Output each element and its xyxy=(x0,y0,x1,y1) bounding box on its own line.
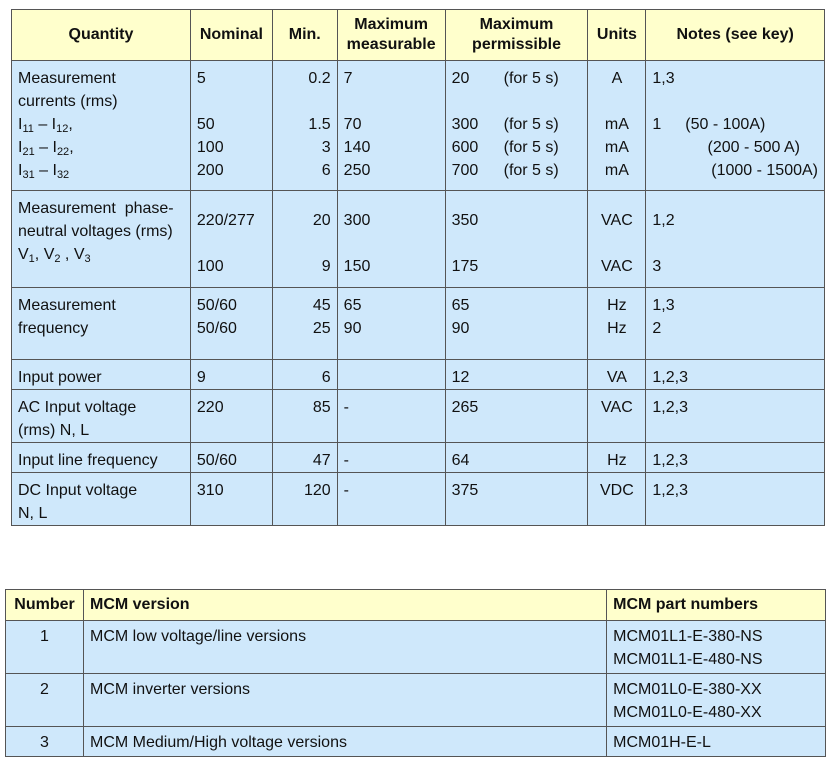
value: Hz xyxy=(607,297,627,314)
value: 700 (for 5 s) xyxy=(451,162,559,179)
cell-min xyxy=(272,288,337,360)
cell-min: 120 xyxy=(272,473,337,526)
cell-min xyxy=(272,191,337,288)
part-numbers xyxy=(607,727,826,757)
header-mcm-version: MCM version xyxy=(83,590,606,621)
value: 1,3 xyxy=(652,70,675,87)
cell-quantity xyxy=(12,288,191,360)
quantity-label: AC Input voltage xyxy=(18,399,137,416)
value: 220/277 xyxy=(196,212,255,229)
header-max-permissible-line1: Maximum xyxy=(479,16,554,33)
value: 175 xyxy=(451,258,479,275)
specification-table xyxy=(11,9,825,526)
table-row-ac-input xyxy=(12,390,825,443)
header-min: Min. xyxy=(272,10,337,61)
cell-nominal: 50/60 xyxy=(190,443,272,473)
quantity-label: N, L xyxy=(18,505,48,522)
value: 7 xyxy=(343,70,353,87)
cell-nominal: 220 xyxy=(190,390,272,443)
cell-max-measurable xyxy=(337,61,445,191)
header-max-measurable-line1: Maximum xyxy=(354,16,429,33)
cell-max-measurable xyxy=(337,191,445,288)
header-quantity: Quantity xyxy=(12,10,191,61)
value: 300 xyxy=(343,212,371,229)
quantity-label: Measurement xyxy=(18,297,116,314)
cell-max-permissible: 265 xyxy=(445,390,588,443)
quantity-label-v123: $V_1$, $V_2$ , $V_3$ xyxy=(18,246,91,265)
value: 3 xyxy=(652,258,662,275)
value: 1,2 xyxy=(652,212,675,229)
value: 150 xyxy=(343,258,371,275)
header-max-permissible-line2: permissible xyxy=(472,36,561,53)
table-row-voltages xyxy=(12,191,825,288)
version-table xyxy=(5,589,826,757)
cell-quantity: Input power xyxy=(12,360,191,390)
value: 45 xyxy=(312,297,331,314)
table-row-input-power xyxy=(12,360,825,390)
value: 100 xyxy=(196,139,224,156)
cell-notes: 1,2,3 xyxy=(646,443,825,473)
cell-nominal: 9 xyxy=(190,360,272,390)
table-row xyxy=(6,727,826,757)
header-max-measurable xyxy=(337,10,445,61)
cell-min: 47 xyxy=(272,443,337,473)
part-number: MCM01L0-E-480-XX xyxy=(613,704,762,721)
cell-units xyxy=(588,61,646,191)
cell-notes: 1,2,3 xyxy=(646,473,825,526)
current-label-i31: $I_{31} - I_{32}$ xyxy=(18,162,70,181)
cell-units: VA xyxy=(588,360,646,390)
part-numbers xyxy=(607,674,826,727)
header-nominal: Nominal xyxy=(190,10,272,61)
value: 50 xyxy=(196,116,215,133)
cell-max-measurable xyxy=(337,360,445,390)
cell-units: VAC xyxy=(588,390,646,443)
cell-max-permissible: 375 xyxy=(445,473,588,526)
cell-max-measurable: - xyxy=(337,390,445,443)
value: Hz xyxy=(607,320,627,337)
value: mA xyxy=(604,116,629,133)
current-label-i21: $I_{21} - I_{22}$, xyxy=(18,139,74,158)
cell-max-permissible: 64 xyxy=(445,443,588,473)
cell-notes xyxy=(646,191,825,288)
quantity-label: frequency xyxy=(18,320,89,337)
cell-units: Hz xyxy=(588,443,646,473)
cell-nominal xyxy=(190,191,272,288)
value: 5 xyxy=(196,70,206,87)
value: 65 xyxy=(451,297,470,314)
value: 6 xyxy=(321,162,331,179)
header-notes: Notes (see key) xyxy=(646,10,825,61)
part-number: MCM01L0-E-380-XX xyxy=(613,681,762,698)
quantity-label: Measurement phase- xyxy=(18,200,174,217)
quantity-label: (rms) N, L xyxy=(18,422,90,439)
cell-min: 85 xyxy=(272,390,337,443)
value: VAC xyxy=(601,212,633,229)
table-row-dc-input xyxy=(12,473,825,526)
value: 25 xyxy=(312,320,331,337)
value: 200 xyxy=(196,162,224,179)
quantity-label: DC Input voltage xyxy=(18,482,138,499)
cell-units xyxy=(588,288,646,360)
part-number: MCM01H-E-L xyxy=(613,734,711,751)
value: 100 xyxy=(196,258,224,275)
value: 20 (for 5 s) xyxy=(451,70,559,87)
version-name: MCM Medium/High voltage versions xyxy=(83,727,606,757)
value: 1,3 xyxy=(652,297,675,314)
cell-quantity xyxy=(12,390,191,443)
value: 9 xyxy=(321,258,331,275)
value: 90 xyxy=(343,320,362,337)
value: 1.5 xyxy=(308,116,331,133)
header-max-permissible xyxy=(445,10,588,61)
version-name: MCM low voltage/line versions xyxy=(83,621,606,674)
version-number: 2 xyxy=(6,674,84,727)
quantity-label: Measurement xyxy=(18,70,116,87)
value: 20 xyxy=(312,212,331,229)
value: 350 xyxy=(451,212,479,229)
value: 50/60 xyxy=(196,320,237,337)
cell-nominal xyxy=(190,61,272,191)
value: 50/60 xyxy=(196,297,237,314)
header-units: Units xyxy=(588,10,646,61)
version-header-row xyxy=(6,590,826,621)
value: 70 xyxy=(343,116,362,133)
cell-units xyxy=(588,191,646,288)
cell-notes xyxy=(646,61,825,191)
cell-quantity xyxy=(12,191,191,288)
cell-units: VDC xyxy=(588,473,646,526)
cell-max-measurable: - xyxy=(337,443,445,473)
cell-max-permissible xyxy=(445,61,588,191)
table-row-frequency xyxy=(12,288,825,360)
cell-nominal: 310 xyxy=(190,473,272,526)
cell-max-measurable: - xyxy=(337,473,445,526)
table-row xyxy=(6,621,826,674)
cell-max-measurable xyxy=(337,288,445,360)
header-number: Number xyxy=(6,590,84,621)
value: 0.2 xyxy=(308,70,331,87)
value: 1 (50 - 100A) xyxy=(652,116,766,133)
value: mA xyxy=(604,139,629,156)
cell-notes: 1,2,3 xyxy=(646,390,825,443)
cell-quantity xyxy=(12,473,191,526)
cell-max-permissible xyxy=(445,288,588,360)
value: VAC xyxy=(601,258,633,275)
quantity-label: currents (rms) xyxy=(18,93,118,110)
cell-min xyxy=(272,61,337,191)
value: (200 - 500 A) xyxy=(707,139,800,156)
version-name: MCM inverter versions xyxy=(83,674,606,727)
value: A xyxy=(611,70,623,87)
cell-nominal xyxy=(190,288,272,360)
part-numbers xyxy=(607,621,826,674)
cell-max-permissible xyxy=(445,191,588,288)
cell-min: 6 xyxy=(272,360,337,390)
value: 140 xyxy=(343,139,371,156)
cell-notes: 1,2,3 xyxy=(646,360,825,390)
cell-max-permissible: 12 xyxy=(445,360,588,390)
current-label-i11: $I_{11} - I_{12}$, xyxy=(18,116,73,135)
spec-header-row xyxy=(12,10,825,61)
value: 90 xyxy=(451,320,470,337)
value: 65 xyxy=(343,297,362,314)
header-max-measurable-line2: measurable xyxy=(346,36,436,53)
value: 3 xyxy=(321,139,331,156)
cell-quantity xyxy=(12,61,191,191)
value: mA xyxy=(604,162,629,179)
version-number: 1 xyxy=(6,621,84,674)
value: 300 (for 5 s) xyxy=(451,116,559,133)
header-mcm-part-numbers: MCM part numbers xyxy=(607,590,826,621)
cell-notes xyxy=(646,288,825,360)
value: 250 xyxy=(343,162,371,179)
part-number: MCM01L1-E-480-NS xyxy=(613,651,763,668)
part-number: MCM01L1-E-380-NS xyxy=(613,628,763,645)
value: 2 xyxy=(652,320,662,337)
value: (1000 - 1500A) xyxy=(711,162,818,179)
table-row xyxy=(6,674,826,727)
table-row-line-frequency xyxy=(12,443,825,473)
cell-quantity: Input line frequency xyxy=(12,443,191,473)
version-number: 3 xyxy=(6,727,84,757)
value: 600 (for 5 s) xyxy=(451,139,559,156)
quantity-label: neutral voltages (rms) xyxy=(18,223,173,240)
table-row-currents xyxy=(12,61,825,191)
